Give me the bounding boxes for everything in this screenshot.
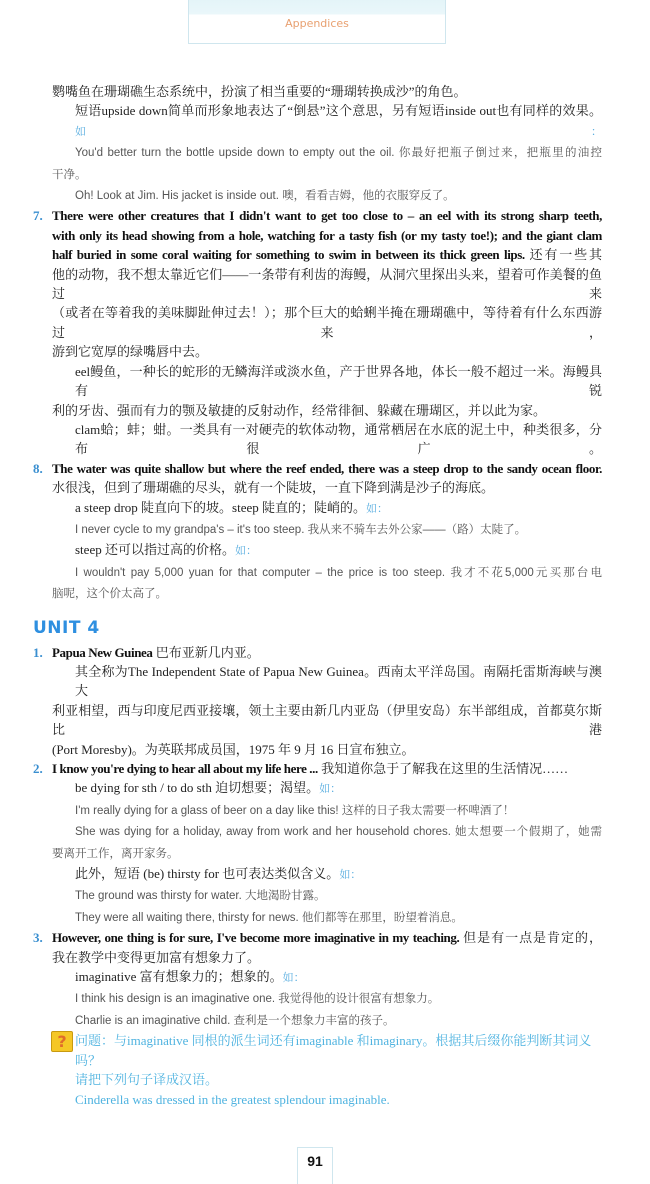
text-line xyxy=(75,420,602,459)
example-sentence: Oh! Look at Jim. His jacket is inside out. 噢，看看吉姆，他的衣服穿反了。 xyxy=(75,190,455,203)
example-marker: 如： xyxy=(319,783,342,796)
unit-heading: UNIT 4 xyxy=(33,617,100,638)
text-line xyxy=(75,540,602,561)
example-marker: 如： xyxy=(75,125,602,138)
source-sentence: Papua New Guinea xyxy=(52,644,153,660)
explanation-text: 其全称为The Independent State of Papua New Guinea。西南太平洋岛国。南隔托雷斯海峡与澳大 xyxy=(75,663,602,699)
text-line xyxy=(75,1010,602,1031)
text-line xyxy=(52,245,602,264)
explanation-text: be dying for sth / to do sth 迫切想要；渴望。 xyxy=(75,780,320,796)
text-line xyxy=(75,662,602,701)
example-sentence: 要离开工作，离开家务。 xyxy=(52,847,179,860)
explanation-text: clam蛤；蚌；蚶。一类具有一对硬壳的软体动物，通常栖居在水底的泥土中，种类很多，分布很广。 xyxy=(75,421,602,457)
example-sentence: 干净。 xyxy=(52,168,87,181)
text-line xyxy=(52,701,602,740)
text-line xyxy=(75,800,602,821)
page-number-box xyxy=(297,1147,333,1184)
example-marker: 如： xyxy=(282,972,305,985)
text-line xyxy=(33,928,602,947)
item-number: 3. xyxy=(33,930,43,946)
source-sentence: There were other creatures that I didn't want to get too close to – an eel with its strong sharp teeth, xyxy=(52,208,602,224)
text-line xyxy=(75,907,602,928)
explanation-text: 利的牙齿、强而有力的颚及敏捷的反射动作，经常徘徊、躲藏在珊瑚区，并以此为家。 xyxy=(52,402,547,418)
explanation-text: （或者在等着我的美味脚趾伸过去！）；那个巨大的蛤蜊半掩在珊瑚礁中，等待着有什么东西游过来， xyxy=(52,305,602,340)
text-line xyxy=(75,1070,602,1089)
text-line xyxy=(52,82,602,101)
explanation-text: eel鳗鱼，一种长的蛇形的无鳞海洋或淡水鱼，产于世界各地，体长一般不超过一米。海鳗具有锐 xyxy=(75,363,602,399)
explanation-text: 我知道你急于了解我在这里的生活情况…… xyxy=(317,761,569,776)
text-line xyxy=(75,967,602,988)
item-number: 1. xyxy=(33,644,43,660)
text-line xyxy=(33,759,602,778)
example-sentence: Charlie is an imaginative child. 查利是一个想象力丰富的孩子。 xyxy=(75,1014,395,1027)
text-line xyxy=(52,740,602,759)
header-title: Appendices xyxy=(285,17,349,30)
text-line xyxy=(33,459,602,478)
text-line xyxy=(52,164,602,185)
text-line xyxy=(75,1090,602,1109)
example-sentence: I wouldn't pay 5,000 yuan for that computer – the price is too steep. 我才不花5,000元买那台电 xyxy=(75,566,602,579)
explanation-text: 游到它宽厚的绿嘴唇中去。 xyxy=(52,344,209,360)
example-marker: 如： xyxy=(366,502,389,515)
text-line xyxy=(52,948,602,967)
text-line xyxy=(52,342,602,361)
explanation-text: 鹦嘴鱼在珊瑚礁生态系统中，扮演了相当重要的“珊瑚转换成沙”的角色。 xyxy=(52,84,467,99)
text-line xyxy=(52,226,602,245)
text-line xyxy=(52,303,602,342)
text-line xyxy=(57,1031,602,1070)
text-line xyxy=(75,885,602,906)
text-line xyxy=(75,498,602,519)
text-line xyxy=(52,583,602,604)
text-line xyxy=(75,778,602,799)
explanation-text: 但是有一点是肯定的， xyxy=(463,930,602,946)
question-text: 问题：与imaginative 同根的派生词还有imaginable 和imaginary。根据其后缀你能判断其词义吗？ xyxy=(75,1033,592,1068)
explanation-text: 此外，短语 (be) thirsty for 也可表达类似含义。 xyxy=(75,866,340,882)
question-text: Cinderella was dressed in the greatest splendour imaginable. xyxy=(75,1091,390,1107)
explanation-text: 水很浅，但到了珊瑚礁的尽头，就有一个陡坡，一直下降到满是沙子的海底。 xyxy=(52,480,495,496)
item-number: 8. xyxy=(33,460,43,476)
item-number: 7. xyxy=(33,208,43,224)
explanation-text: 还有一些其 xyxy=(529,247,602,263)
example-sentence: They were all waiting there, thirsty for news. 他们都等在那里，盼望着消息。 xyxy=(75,911,463,924)
source-sentence: However, one thing is for sure, I've become more imaginative in my teaching. xyxy=(52,930,464,946)
explanation-text: 我在教学中变得更加富有想象力了。 xyxy=(52,949,261,965)
source-sentence: with only its head showing from a hole, watching for a tasty fish (or my tasty toe!); and the giant clam xyxy=(52,227,602,243)
text-line xyxy=(33,643,602,662)
text-line xyxy=(75,185,602,206)
example-sentence: She was dying for a holiday, away from work and her household chores. 她太想要一个假期了，她需 xyxy=(75,826,602,839)
source-sentence: I know you're dying to hear all about my life here ... xyxy=(52,761,318,776)
text-line xyxy=(75,821,602,842)
example-sentence: 脑呢，这个价太高了。 xyxy=(52,588,167,601)
explanation-text: 巴布亚新几内亚。 xyxy=(152,644,260,660)
page-number: 91 xyxy=(307,1152,323,1169)
explanation-text: 利亚相望，西与印度尼西亚接壤，领土主要由新几内亚岛（伊里安岛）东半部组成，首都莫尔斯比港 xyxy=(52,702,602,738)
question-text: 请把下列句子译成汉语。 xyxy=(75,1072,219,1088)
text-line xyxy=(52,401,602,420)
text-line xyxy=(75,362,602,401)
text-line xyxy=(75,101,602,142)
example-sentence: The ground was thirsty for water. 大地渴盼甘露。 xyxy=(75,890,326,903)
example-marker: 如： xyxy=(234,545,257,558)
text-line xyxy=(52,843,602,864)
text-line xyxy=(52,265,602,304)
text-line xyxy=(75,519,602,540)
source-sentence: half buried in some coral waiting for something to swim in between its thick green lips. xyxy=(52,247,530,263)
source-sentence: The water was quite shallow but where the reef ended, there was a steep drop to the sandy ocean floor. xyxy=(52,460,602,476)
example-sentence: I never cycle to my grandpa's – it's too steep. 我从来不骑车去外公家——（路）太陡了。 xyxy=(75,523,527,536)
example-sentence: You'd better turn the bottle upside down to empty out the oil. 你最好把瓶子倒过来，把瓶里的油控 xyxy=(75,147,602,160)
example-sentence: I think his design is an imaginative one. 我觉得他的设计很富有想象力。 xyxy=(75,993,440,1006)
item-number: 2. xyxy=(33,761,43,776)
text-line xyxy=(75,988,602,1009)
explanation-text: a steep drop 陡直向下的坡。steep 陡直的；陡峭的。 xyxy=(75,499,367,515)
example-sentence: I'm really dying for a glass of beer on a day like this! 这样的日子我太需要一杯啤酒了！ xyxy=(75,804,515,817)
explanation-text: steep 还可以指过高的价格。 xyxy=(75,542,235,558)
text-line xyxy=(75,142,602,163)
text-line xyxy=(75,864,602,885)
explanation-text: imaginative 富有想象力的；想象的。 xyxy=(75,969,283,985)
explanation-text: 他的动物，我不想太靠近它们——一条带有利齿的海鳗，从洞穴里探出头来，望着可作美餐的鱼过来 xyxy=(52,266,602,302)
example-marker: 如： xyxy=(339,869,362,882)
text-line xyxy=(75,562,602,583)
explanation-text: 短语upside down简单而形象地表达了“倒悬”这个意思，另有短语inside out也有同样的效果。 xyxy=(75,103,602,119)
text-line xyxy=(33,206,602,225)
explanation-text: (Port Moresby)。为英联邦成员国，1975 年 9 月 16 日宣布独立。 xyxy=(52,741,415,757)
question-mark-icon: ? xyxy=(51,1031,73,1052)
text-line xyxy=(52,478,602,497)
